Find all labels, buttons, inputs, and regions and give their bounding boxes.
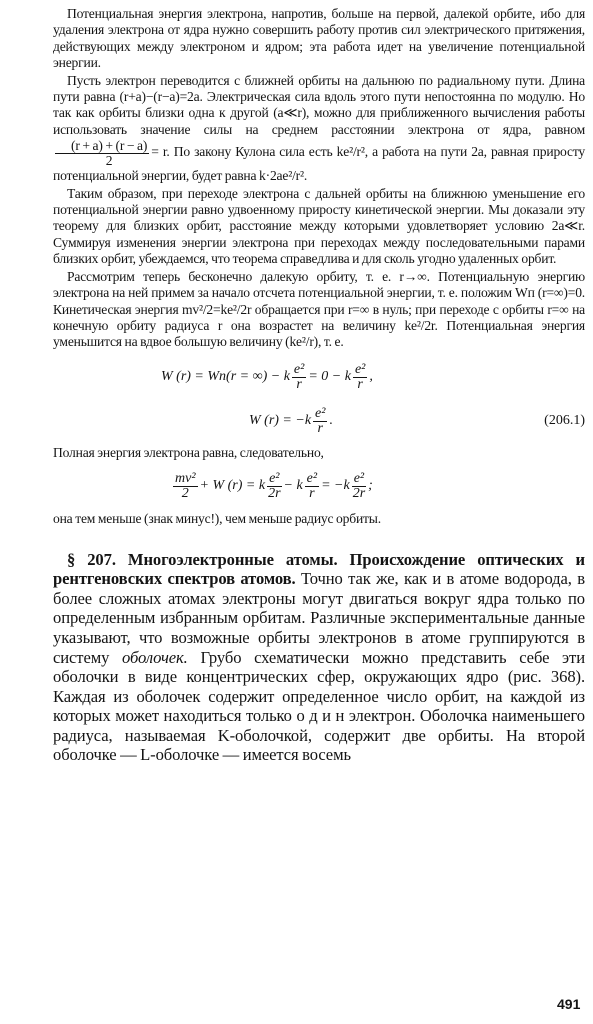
equation-potential-energy: W (r) = Wп(r = ∞) − k $\frac{\text{e²}}{r}$ = 0 − k $\frac{\text{e²}}{r}$ ,: [161, 361, 373, 392]
section-207: [53, 550, 585, 766]
eq3-part-d: = −k: [321, 478, 350, 494]
eq3-fraction-2: $\frac{\text{e²}}{r}$: [306, 471, 318, 502]
paragraph-radial-path-text-a: Пусть электрон переводится с ближней орбиты на дальнюю по радиальному пути. Длина пути равна (r+a)−(r−a)=2a. Электрическая сила вдоль этого пути непостоянна по модулю. Но так как орбиты близки одна к другой (a≪r), можно для приближенного вычисления работы использовать значение силы на среднем расстоянии электрона от ядра, равном: [53, 72, 585, 137]
section-body-a: Точно так же, как и в атоме водорода, в более сложных атомах электроны могут двигаться вокруг ядра только по определенным избранным орбитам. Различные экспериментальные данные указывают, что возможные орбиты электронов в атоме группируются в систему: [53, 569, 585, 667]
eq1-fraction-2: $\frac{\text{e²}}{r}$: [354, 361, 366, 392]
fraction-denominator: 2: [105, 153, 113, 169]
eq2-fraction: $\frac{\text{e²}}{r}$: [315, 405, 326, 436]
eq3-kinetic-fraction: $\frac{\text{mv²}}{2}$: [175, 471, 196, 502]
mean-radius-fraction: [55, 138, 149, 168]
fraction-numerator: (r + a) + (r − a): [55, 138, 149, 154]
eq1-fraction-1: $\frac{\text{e²}}{r}$: [293, 361, 305, 392]
eq3-part-c: − k: [283, 478, 303, 494]
section-heading: § 207. Многоэлектронные атомы. Происхождение оптических и рентгеновских спектров атомов.: [53, 549, 585, 589]
equation-total-energy: $\frac{\text{mv²}}{2}$ + W (r) = k $\frac{\text{e²}}{2r}$ − k $\frac{\text{e²}}{r}$ = −k $\frac{\text{e²}}{2r}$ ;: [175, 471, 373, 502]
section-body-italic: оболочек.: [122, 647, 188, 667]
page-number: 491: [557, 996, 581, 1012]
eq2-lhs: W (r) = −k: [249, 412, 312, 428]
eq1-mid: = 0 − k: [308, 368, 351, 384]
paragraph-minus-sign: она тем меньше (знак минус!), чем меньше радиус орбиты.: [53, 511, 381, 527]
equation-number: (206.1): [544, 412, 585, 428]
equation-206-1: W (r) = −k $\frac{\text{e²}}{r}$ . (206.1): [249, 405, 585, 436]
page-body: [53, 6, 585, 765]
paragraph-radial-path: [53, 73, 585, 185]
eq3-part-b: + W (r) = k: [199, 478, 266, 494]
eq3-fraction-1: $\frac{\text{e²}}{2r}$: [268, 471, 281, 502]
paragraph-theorem: Таким образом, при переходе электрона с дальней орбиты на ближнюю уменьшение его потенциальной энергии равно удвоенному приросту кинетической энергии. Мы доказали эту теорему для близких орбит, расстояние между которыми удовлетворяет условию 2a≪r. Суммируя изменения энергии электрона при переходах между последовательными парами близких орбит, убеждаемся, что теорема справедлива и для сколь угодно удаленных орбит.: [53, 185, 585, 267]
eq1-lhs: W (r) = Wп(r = ∞) − k: [161, 368, 290, 384]
section-body-b: Грубо схематически можно представить себе эти оболочки в виде концентрических сфер, окружающих ядро (рис. 368). Каждая из оболочек содержит определенное число орбит, на каждой из которых может находиться только о д и н электрон. Оболочка наименьшего радиуса, называемая K-оболочкой, содержит две орбиты. На второй оболочке — L-оболочке — имеется восемь: [53, 647, 585, 765]
eq3-fraction-3: $\frac{\text{e²}}{2r}$: [352, 471, 366, 502]
paragraph-total-energy: Полная энергия электрона равна, следовательно,: [53, 444, 324, 460]
paragraph-potential-energy: Потенциальная энергия электрона, напротив, больше на первой, далекой орбите, ибо для удаления электрона от ядра нужно совершить работу против сил электрического притяжения, действующих между электроном и ядром; эта работа идет на увеличение потенциальной энергии.: [53, 6, 585, 71]
paragraph-infinite-orbit: Рассмотрим теперь бесконечно далекую орбиту, т. е. r→∞. Потенциальную энергию электрона на ней примем за начало отсчета потенциальной энергии, т. е. положим Wп (r=∞)=0. Кинетическая энергия mv²/2=ke²/2r обращается при r=∞ в нуль; при переходе с орбиты r=∞ на конечную орбиту радиуса r она возрастет на величину ke²/2r. Потенциальная энергия уменьшится на вдвое большую величину (ke²/r), т. е.: [53, 268, 585, 350]
paragraph-radial-path-text-b: = r. По закону Кулона сила есть ke²/r², а работа на пути 2a, равная приросту потенциальной энергии, будет равна k·2ae²/r².: [53, 144, 585, 184]
